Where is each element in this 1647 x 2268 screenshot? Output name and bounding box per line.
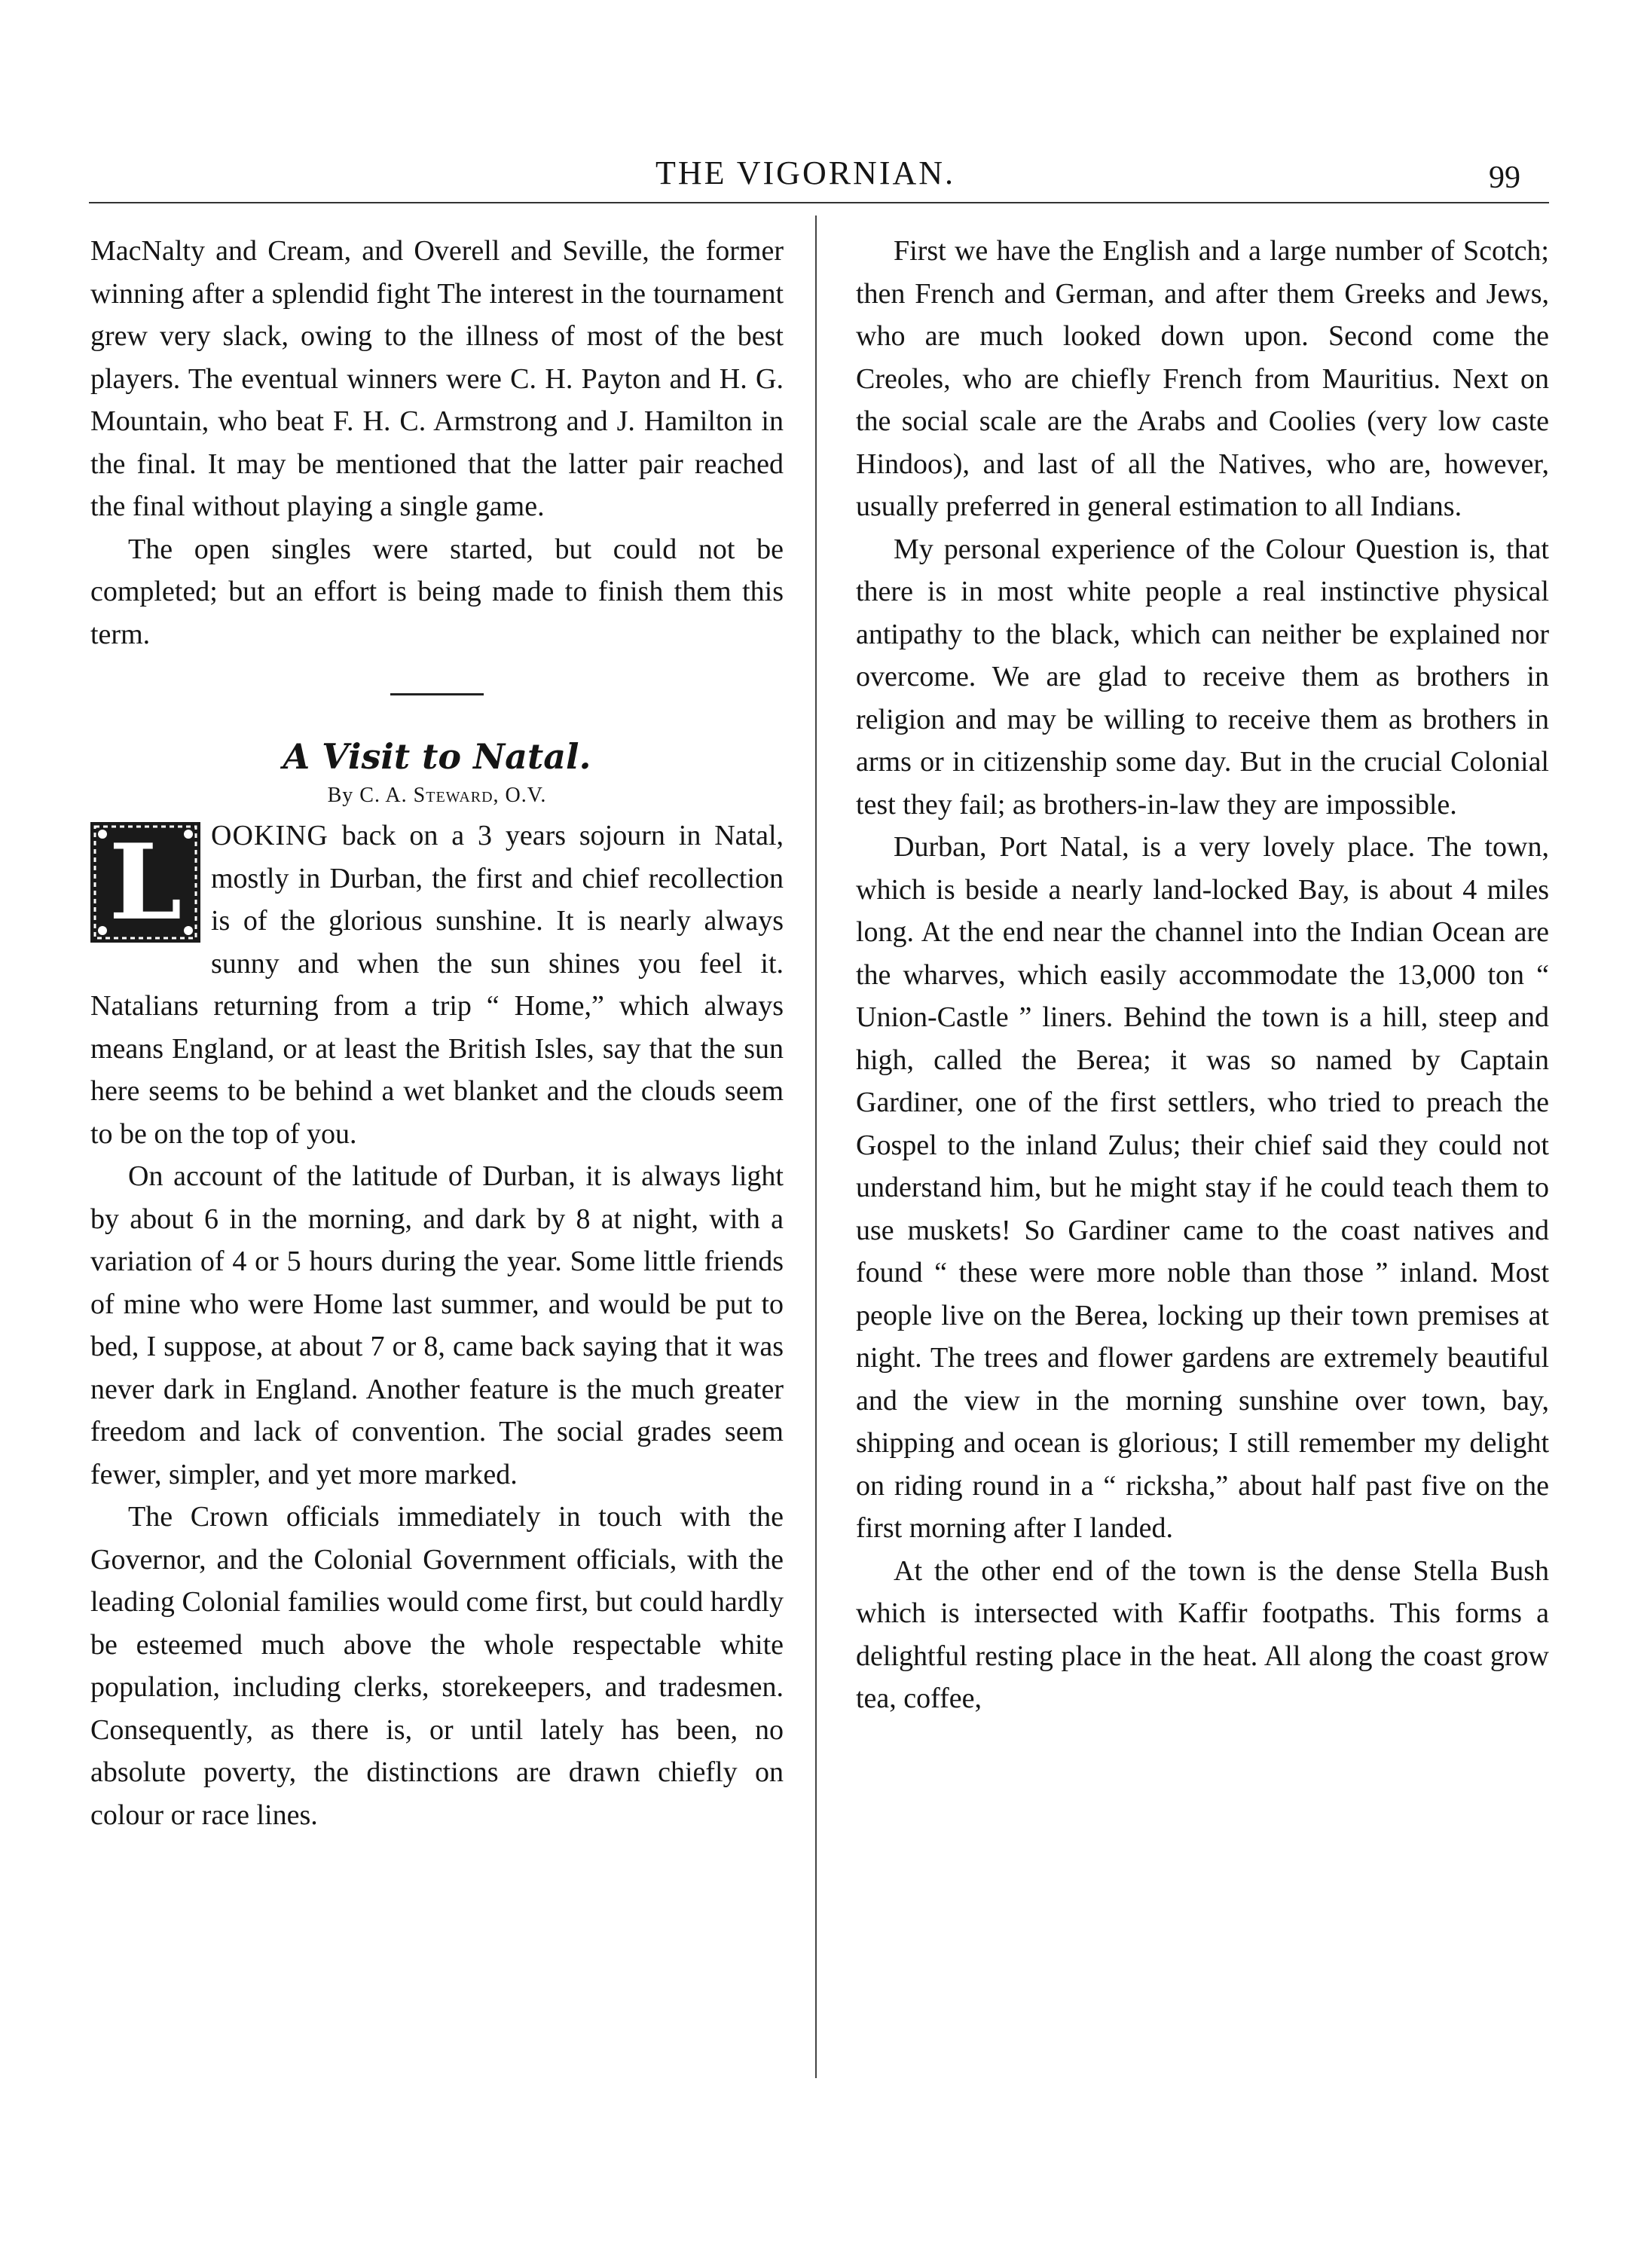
byline-suffix: , O.V. — [493, 784, 547, 807]
column-divider — [815, 215, 817, 2078]
right-column — [856, 230, 1549, 1720]
paragraph: First we have the English and a large number of Scotch; then French and German, and after them Greeks and Jews, who are much looked down upon. Second come the Creoles, who are chiefly French from Mauritius. Next on the social scale are the Arabs and Coolies (very low caste Hindoos), and last of all the Natives, who are, however, usually preferred in general estimation to all Indians. — [856, 235, 1549, 522]
running-head — [0, 154, 1647, 199]
paragraph: Durban, Port Natal, is a very lovely place. The town, which is beside a nearly land-locked Bay, is about 4 miles long. At the end near the channel into the Indian Ocean are the wharves, which easily accommodate the 13,000 ton “ Union-Castle ” liners. Behind the town is a hill, steep and high, called the Berea; it was so named by Captain Gardiner, one of the first settlers, who tried to preach the Gospel to the inland Zulus; their chief said they could not understand him, but he might stay if he could teach them to use muskets! So Gardiner came to the coast natives and found “ these were more noble than those ” inland. Most people live on the Berea, locking up their town premises at night. The trees and flower gardens are extremely beautiful and the view in the morning sunshine over town, bay, shipping and ocean is glorious; I still remember my delight on riding round in a “ ricksha,” about half past five on the first morning after I landed. — [856, 831, 1549, 1544]
paragraph-text: back on a 3 years sojourn in Natal, mostly in Durban, the first and chief recollection is of the glorious sunshine. It is nearly always sunny and when the sun shines you feel it. Natalians returning from a trip “ Home,” which always means England, or at least the British Isles, say that the sun here seems to be behind a wet blanket and the clouds seem to be on the top of you. — [90, 820, 784, 1150]
drop-cap-ornament — [90, 822, 200, 943]
paragraph: The Crown officials immediately in touch with the Governor, and the Colonial Government officials, with the leading Colonial families would come first, but could hardly be esteemed much above the whole respectable white population, including clerks, storekeepers, and tradesmen. Consequently, as there is, or until lately has been, no absolute poverty, the distinctions are drawn chiefly on colour or race lines. — [90, 1501, 784, 1831]
page-number: 99 — [1489, 160, 1520, 195]
running-title: THE VIGORNIAN. — [655, 154, 956, 191]
first-word: OOKING — [211, 820, 328, 851]
paragraph: The open singles were started, but could not be completed; but an effort is being made to finish them this term. — [90, 533, 784, 650]
left-column — [90, 230, 784, 1836]
paragraph: My personal experience of the Colour Question is, that there is in most white people a real instinctive physical antipathy to the black, which can neither be explained nor overcome. We are glad to receive them as brothers in religion and may be willing to receive them as brothers in arms or in citizenship some day. But in the crucial Colonial test they fail; as brothers-in-law they are impossible. — [856, 533, 1549, 821]
paragraph: MacNalty and Cream, and Overell and Seville, the former winning after a splendid fight The interest in the tournament grew very slack, owing to the illness of most of the best players. The eventual winners were C. H. Payton and H. G. Mountain, who beat F. H. C. Armstrong and J. Hamilton in the final. It may be mentioned that the latter pair reached the final without playing a single game. — [90, 235, 784, 522]
article-opening-paragraph — [90, 815, 784, 1155]
byline — [90, 778, 784, 813]
paragraph: On account of the latitude of Durban, it is always light by about 6 in the morning, and dark by 8 at night, with a variation of 4 or 5 hours during the year. Some little friends of mine who were Home last summer, and would be put to bed, I suppose, at about 7 or 8, came back saying that it was never dark in England. Another feature is the much greater freedom and lack of convention. The social grades seem fewer, simpler, and yet more marked. — [90, 1160, 784, 1490]
paragraph: At the other end of the town is the dense Stella Bush which is intersected with Kaffir footpaths. This forms a delightful resting place in the heat. All along the coast grow tea, coffee, — [856, 1554, 1549, 1714]
byline-author: C. A. Steward — [359, 784, 493, 807]
section-divider — [390, 693, 484, 695]
byline-prefix: By — [327, 784, 354, 807]
drop-cap-letter: L — [108, 821, 182, 943]
header-rule — [89, 202, 1549, 203]
article-title: A Visit to Natal. — [283, 736, 591, 777]
